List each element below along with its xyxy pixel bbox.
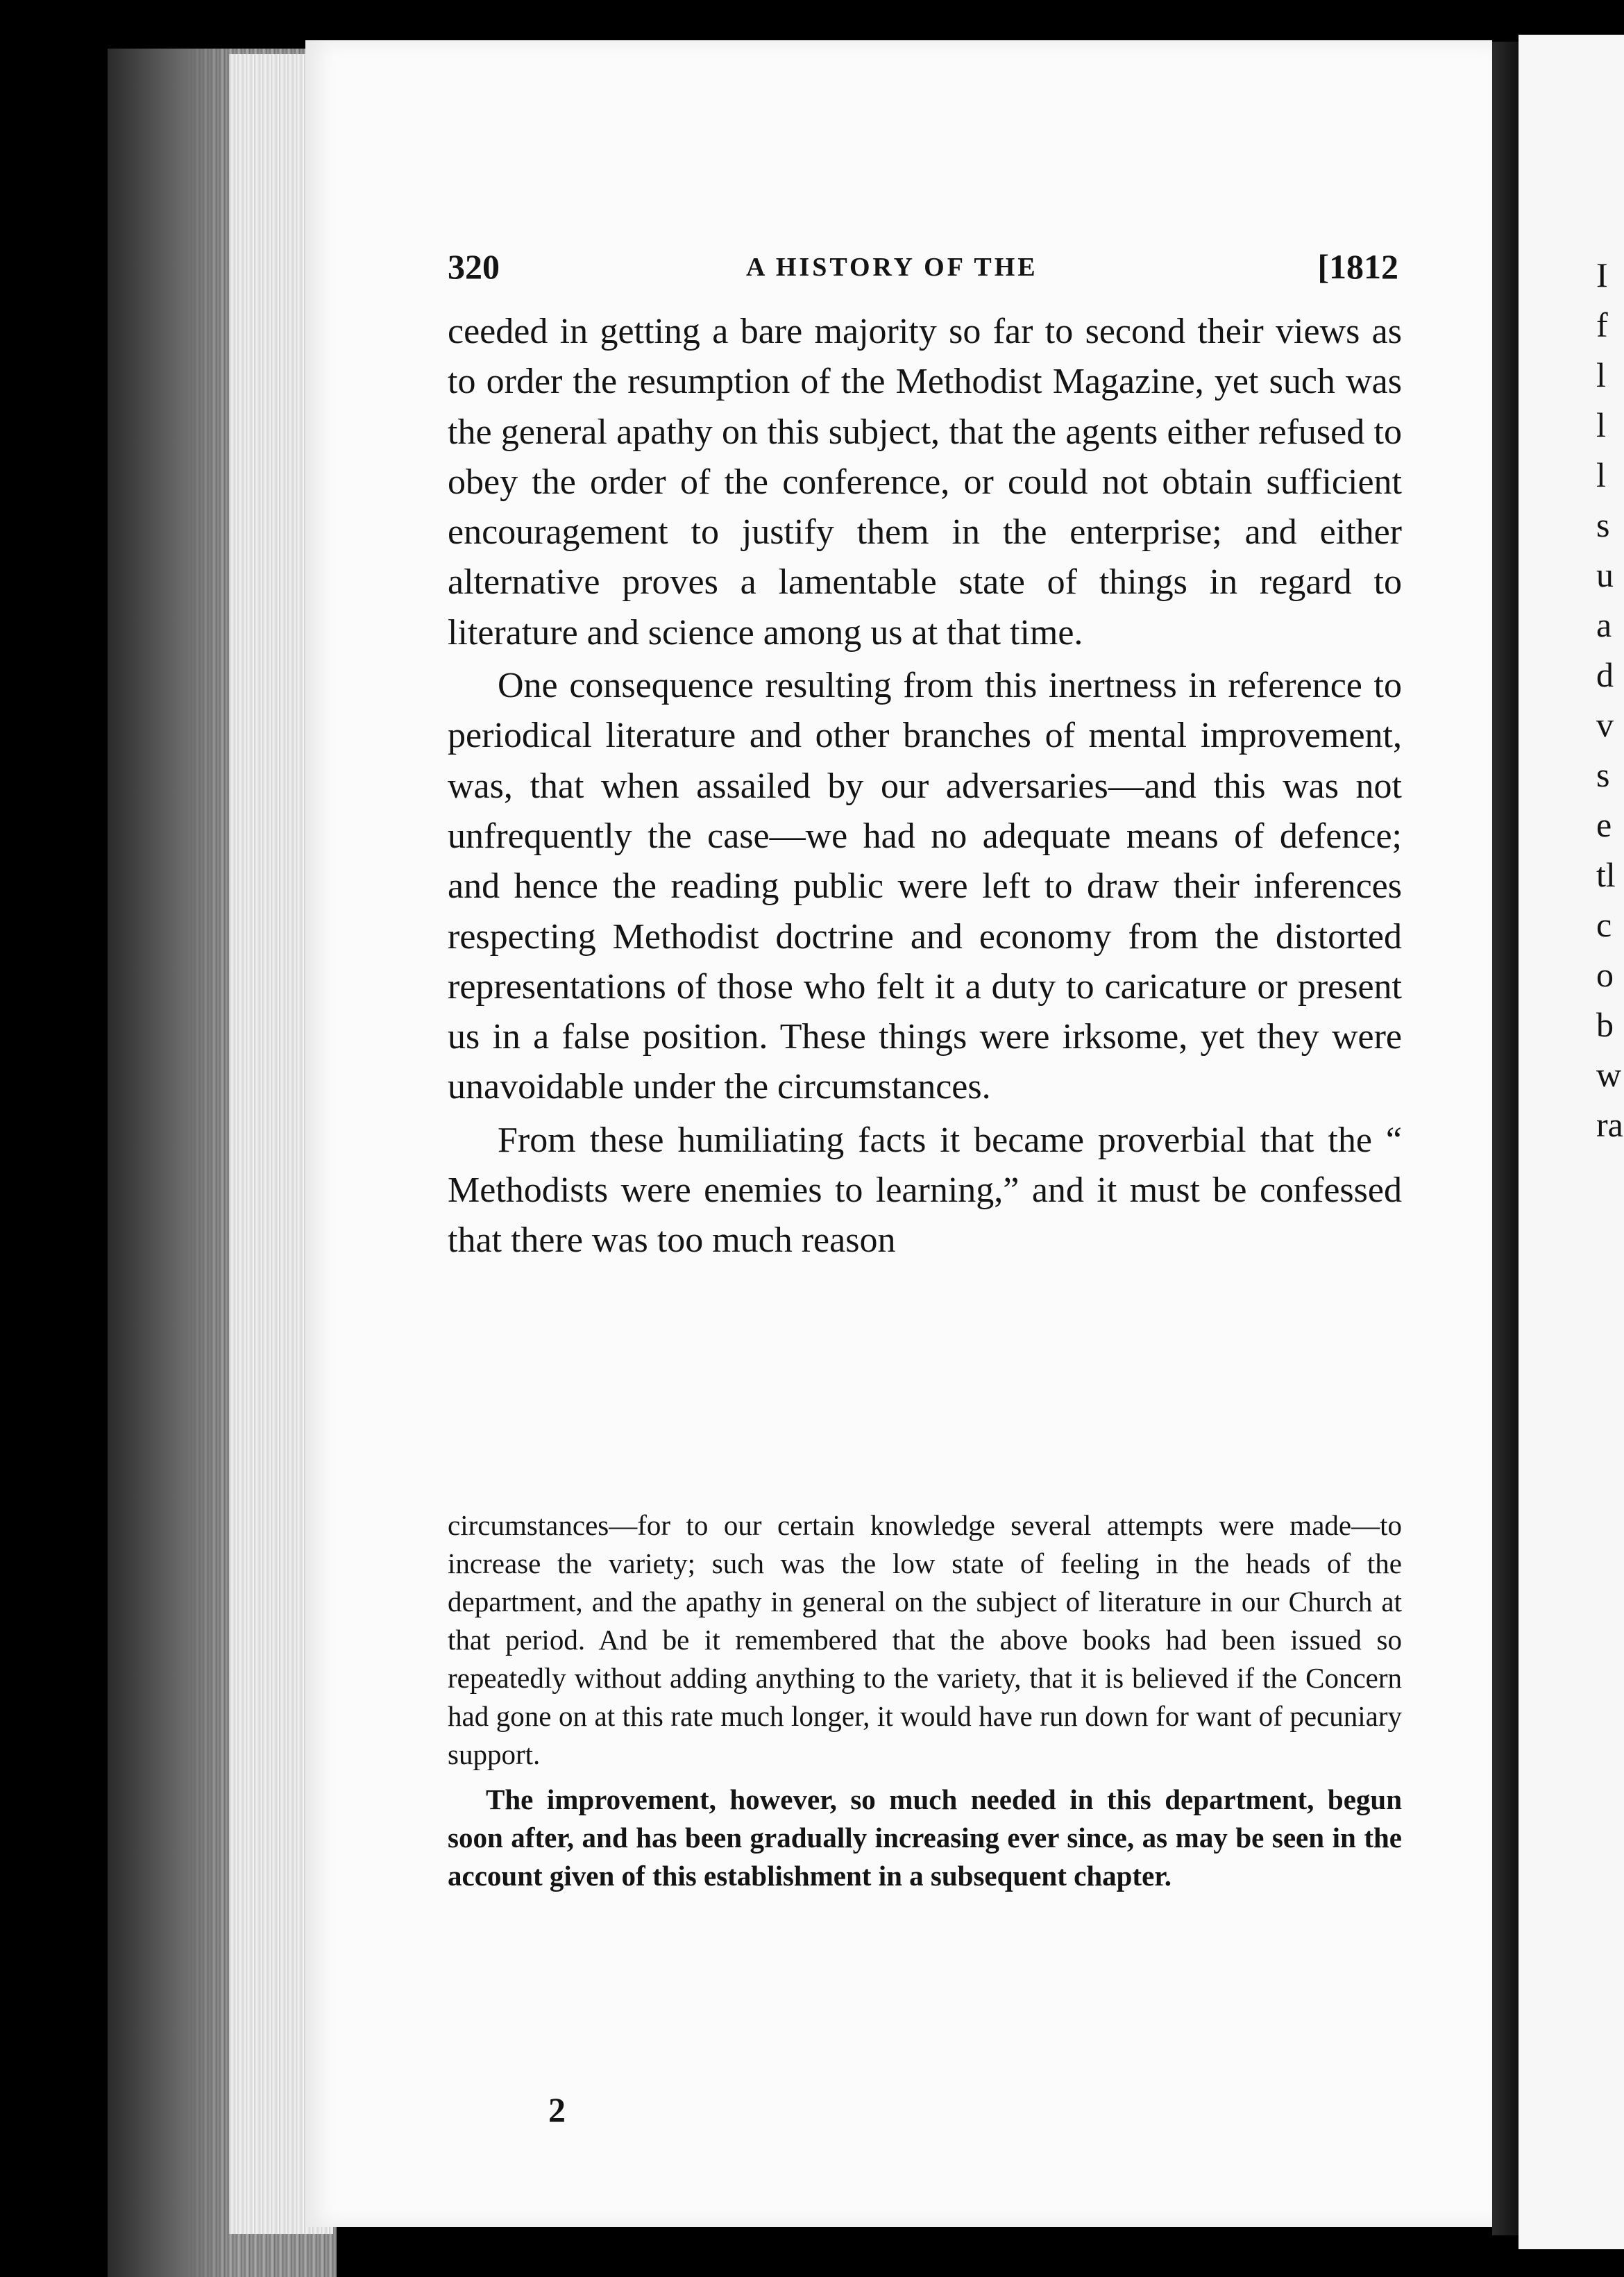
facing-letter: a (1596, 605, 1612, 644)
facing-page-text-fragments (1596, 250, 1624, 1150)
facing-letter: u (1596, 555, 1614, 594)
page-number: 320 (448, 247, 500, 286)
facing-letter: s (1596, 505, 1610, 544)
facing-letter: l (1596, 455, 1606, 494)
footnote (448, 1506, 1402, 1895)
facing-letter: c (1596, 905, 1612, 944)
facing-letter: b (1596, 1005, 1614, 1044)
facing-letter: d (1596, 655, 1614, 694)
running-year: [1812 (1317, 247, 1398, 286)
footnote-paragraph: circumstances—for to our certain knowledge several attempts were made—to increase the variety; such was the low state of feeling in the heads of the department, and the apathy in general on the subject of literature in our Church at that period. And be it remembered that the above books had been issued so repeatedly without adding anything to the variety, that it is believed if the Concern had gone on at this rate much longer, it would have run down for want of pecuniary support. (448, 1509, 1402, 1770)
facing-letter: tl (1596, 855, 1616, 894)
facing-letter: v (1596, 705, 1614, 744)
facing-letter: o (1596, 955, 1614, 994)
main-text (448, 307, 1402, 1266)
running-head (448, 246, 1398, 288)
facing-letter: e (1596, 805, 1612, 844)
facing-letter: f (1596, 305, 1608, 344)
facing-letter: w (1596, 1055, 1622, 1094)
facing-letter: s (1596, 755, 1610, 794)
signature-mark: 2 (548, 2090, 566, 2129)
facing-letter: l (1596, 355, 1606, 394)
paragraph: From these humiliating facts it became proverbial that the “ Methodists were enemies to learning,” and it must be confessed that there was too much reason (448, 1120, 1402, 1261)
spine-shadow (108, 49, 232, 2277)
book-gutter (1492, 42, 1520, 2235)
facing-letter: I (1596, 255, 1608, 294)
facing-letter: ra (1596, 1105, 1623, 1144)
facing-letter: l (1596, 405, 1606, 444)
paragraph: ceeded in getting a bare majority so far to second their views as to order the resumption of the Methodist Magazine, yet such was the general apathy on this subject, that the agents either refused to obey the order of the conference, or could not obtain sufficient encouragement to justify them in the enterprise; and either alternative proves a lamentable state of things in regard to literature and science among us at that time. (448, 312, 1402, 653)
running-title: A HISTORY OF THE (746, 253, 1038, 282)
footnote-paragraph: The improvement, however, so much needed in this department, begun soon after, and has been gradually increasing ever since, as may be seen in the account given of this establishment in a subsequent chapter. (448, 1783, 1402, 1892)
paragraph: One consequence resulting from this inertness in reference to periodical literature and other branches of mental improvement, was, that when assailed by our adversaries—and this was not unfrequently the case—we had no adequate means of defence; and hence the reading public were left to draw their inferences respecting Methodist doctrine and economy from the distorted representations of those who felt it a duty to caricature or present us in a false position. These things were irksome, yet they were unavoidable under the circumstances. (448, 666, 1402, 1107)
